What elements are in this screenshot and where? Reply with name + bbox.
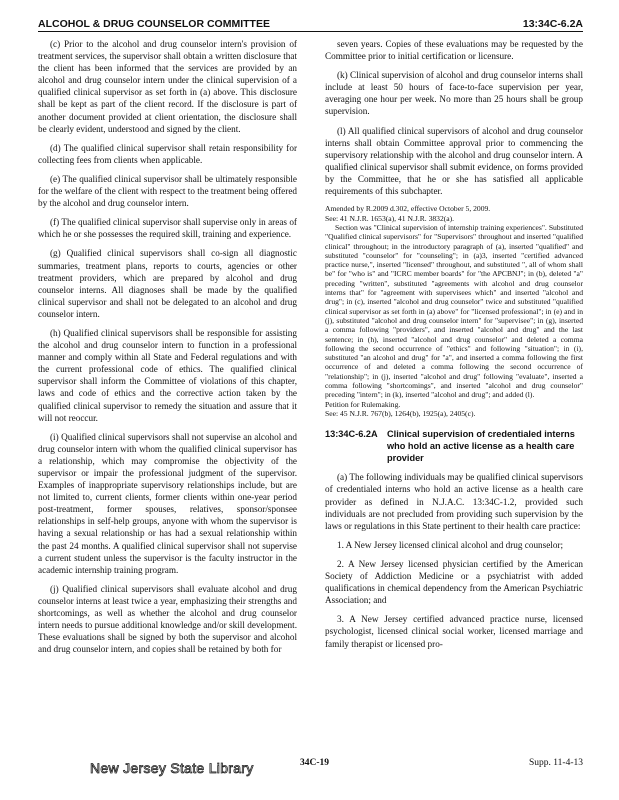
paragraph-e: (e) The qualified clinical supervisor shall be ultimately responsible for the welfare of the client with respect to the treatment being offered by the alcohol and drug counselor intern. <box>38 173 297 209</box>
paragraph-j: (j) Qualified clinical supervisors shall evaluate alcohol and drug counselor interns at least twice a year, emphasizing their strengths and shortcomings, as well as whether the alcohol and drug counselor intern needs to pursue additional knowledge and/or skill development. These evaluations shall be signed by both the supervisor and alcohol and drug counselor intern, and copies shall be retained by both for <box>38 583 297 655</box>
header-rule <box>38 31 583 32</box>
paragraph-k: (k) Clinical supervision of alcohol and drug counselor interns shall include at least 50 hours of face-to-face supervision per year, averaging one hour per week. No more than 25 hours shall be group supervision. <box>325 70 583 117</box>
section-paragraph-a: (a) The following individuals may be qualified clinical supervisors of credentialed interns who hold an active license as a health care provider as defined in N.J.A.C. 13:34C-1.2, provided such individuals are not precluded from providing such supervision by the laws or regulations in this State pertinent to their health care practice: <box>325 472 583 531</box>
amendment-history: Section was "Clinical supervision of internship training experiences". Substituted "Qualified clinical supervisors" for "Supervisors" throughout and inserted "qualified clinical" throughout; in the introductory paragraph of (a), inserted "qualified" and substituted "counselor" for "counseling"; in (a)3, inserted "certified advanced practice nurse,", inserted "licensed" throughout, and substituted ", all of whom shall be" for "who is" and "ICRC member boards" for "the APCBNJ"; in (b), deleted "a" preceding "written", substituted "agreements with alcohol and drug counselor interns that" for "agreement with supervisees which" and inserted "alcohol and drug"; in (c), inserted "alcohol and drug counselor" twice and substituted "qualified clinical supervisor as set forth in (a) above" for "licensed professional"; in (e) and in (j), substituted "alcohol and drug counselor intern" for "supervisee"; in (g), inserted a comma following "providers", and inserted "alcohol and drug" and the last sentence; in (h), inserted "alcohol and drug counselor" and deleted a comma following the second occurrence of "ethics" and following "situation"; in (i), substituted "an alcohol and drug" for "a", and inserted a comma following the first occurrence of and deleted a comma following the second occurrence of "relationship"; in (j), inserted "alcohol and drug" following "evaluate", inserted a comma following "shortcomings", and inserted "alcohol and drug counselor" preceding "intern"; in (k), inserted "alcohol and drug"; and added (l). <box>325 222 583 400</box>
paragraph-d: (d) The qualified clinical supervisor shall retain responsibility for collecting fees from clients when applicable. <box>38 142 297 165</box>
page-footer <box>38 758 583 778</box>
section-item-3: 3. A New Jersey certified advanced practice nurse, licensed psychologist, licensed clinical social worker, licensed marriage and family therapist or licensed pro- <box>325 614 583 649</box>
amendment-see: See: 41 N.J.R. 1653(a), 41 N.J.R. 3832(a). <box>325 213 455 223</box>
paragraph-i: (i) Qualified clinical supervisors shall not supervise an alcohol and drug counselor intern with whom the qualified clinical supervisor has a relationship, which may compromise the objectivity of the supervisor or impair the professional judgment of the supervisor. Examples of inappropriate supervisory relationships include, but are not limited to, current clients, former clients within one-year period post-treatment, former spouses, relatives, sponsor/sponsee relationships in self-help groups, anyone with whom the supervisor is having a sexual relationship or has had a sexual relationship within the past 24 months. A qualified clinical supervisor shall not supervise a current student unless the supervisor is the faculty instructor in the academic internship training program. <box>38 431 297 575</box>
header-section-number: 13:34C-6.2A <box>522 18 583 30</box>
section-title: Clinical supervision of credentialed interns who hold an active license as a health care provider <box>387 429 575 464</box>
supplement-date: Supp. 11-4-13 <box>528 758 583 768</box>
paragraph-j-continued: seven years. Copies of these evaluations may be requested by the Committee prior to initial certification or licensure. <box>325 39 583 62</box>
petition-note: Petition for Rulemaking. <box>325 399 401 409</box>
section-item-1: 1. A New Jersey licensed clinical alcohol and drug counselor; <box>337 539 564 550</box>
library-watermark: New Jersey State Library <box>90 760 254 776</box>
header-title: ALCOHOL & DRUG COUNSELOR COMMITTEE <box>38 18 270 30</box>
paragraph-l: (l) All qualified clinical supervisors of alcohol and drug counselor interns shall obtain Committee approval prior to commencing the supervisory relationship with the alcohol and drug counselor intern. A qualified clinical supervisor shall submit evidence, on forms provided by the Committee, that he or she has satisfied all applicable requirements of this subchapter. <box>325 125 583 197</box>
paragraph-g: (g) Qualified clinical supervisors shall co-sign all diagnostic summaries, treatment plans, reports to courts, agencies or other treatment providers, which are prepared by alcohol and drug counselor interns. All diagnoses shall be made by the qualified clinical supervisor and shall not be delegated to an alcohol and drug counselor intern. <box>38 248 297 319</box>
amendment-line: Amended by R.2009 d.302, effective October 5, 2009. <box>325 204 491 214</box>
petition-see: See: 45 N.J.R. 767(b), 1264(b), 1925(a), 2405(c). <box>325 408 476 418</box>
right-column <box>325 38 583 657</box>
section-heading <box>325 428 583 464</box>
page-header <box>38 14 583 30</box>
section-item-2: 2. A New Jersey licensed physician certified by the American Society of Addiction Medicine or a psychiatrist with added qualifications in chemical dependency from the American Psychiatric Association; and <box>325 558 583 606</box>
paragraph-c: (c) Prior to the alcohol and drug counselor intern's provision of treatment services, the supervisor shall obtain a written disclosure that the client has been informed that the services are provided by an alcohol and drug counselor intern under the clinical supervision of a qualified clinical supervisor as set forth in (a) above. This disclosure shall be kept as part of the client record. If the disclosure is part of another document provided at client orientation, the disclosure shall be clearly evident, understood and signed by the client. <box>38 39 297 134</box>
section-number: 13:34C-6.2A <box>325 429 378 440</box>
paragraph-f: (f) The qualified clinical supervisor shall supervise only in areas of which he or she possesses the required skill, training and experience. <box>38 217 297 240</box>
left-column <box>38 38 297 662</box>
page-number: 34C-19 <box>300 758 330 768</box>
paragraph-h: (h) Qualified clinical supervisors shall be responsible for assisting the alcohol and drug counselor intern to function in a professional manner and comply within all State and Federal regulations and with the current professional code of ethics. The qualified clinical supervisor shall inform the Committee of violations of this chapter, laws and code of ethics and the corrective action taken by the qualified clinical supervisor to remedy the situation and assure that it will not reoccur. <box>38 327 297 423</box>
